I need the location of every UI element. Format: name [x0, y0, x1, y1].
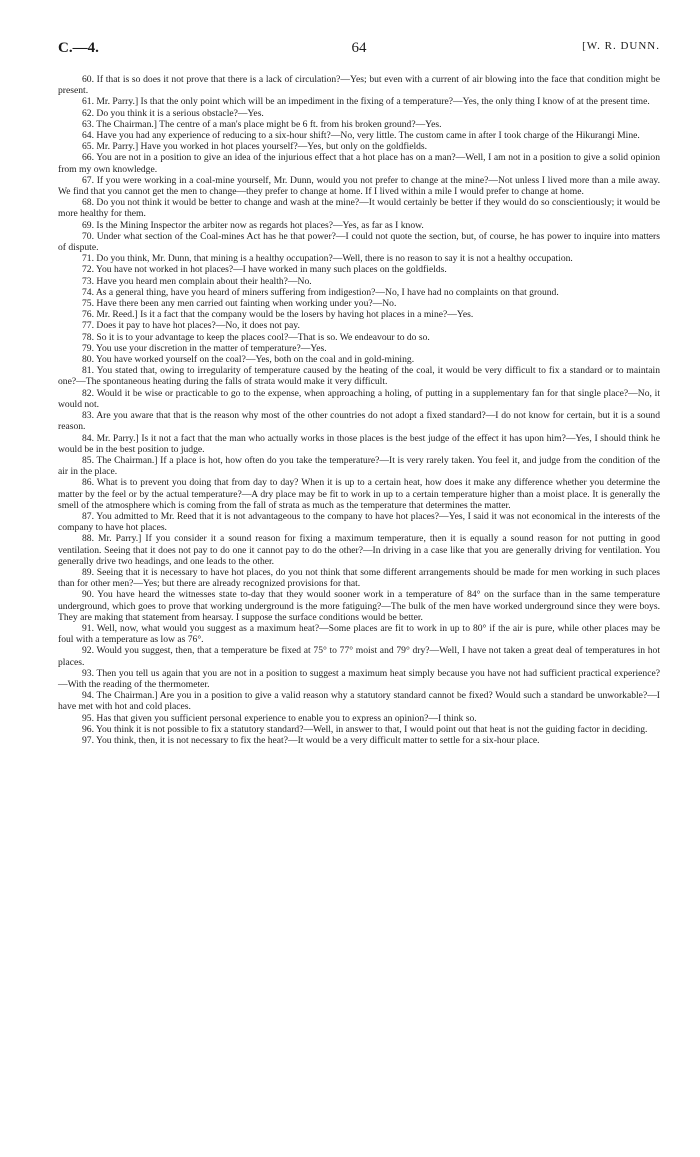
testimony-paragraph: 67. If you were working in a coal-mine yourself, Mr. Dunn, would you not prefer to change at the mine?—Not unless I lived more than a mile away. We find that you cannot get the men to change—they prefer to change at home. If I lived within a mile I would prefer to change at home.: [58, 174, 660, 198]
testimony-paragraph: 84. Mr. Parry.] Is it not a fact that the man who actually works in those places is the best judge of the effect it has upon him?—Yes, I should think he would be in the best position to judge.: [58, 432, 660, 455]
testimony-paragraph: 89. Seeing that it is necessary to have hot places, do you not think that some different arrangements should be made for men working in such places than for other men?—Yes; but there are already recognized provisions for that.: [58, 566, 660, 590]
testimony-body: [58, 74, 660, 746]
testimony-paragraph: 79. You use your discretion in the matter of temperature?—Yes.: [82, 342, 327, 354]
testimony-paragraph: 81. You stated that, owing to irregularity of temperature caused by the heating of the coal, it would be very difficult to fix a standard or to maintain one?—The spontaneous heating during the falls of strata would make it very difficult.: [58, 365, 660, 388]
testimony-paragraph: 74. As a general thing, have you heard of miners suffering from indigestion?—No, I have had no complaints on that ground.: [82, 286, 559, 298]
page-number: 64: [351, 40, 367, 56]
testimony-paragraph: 73. Have you heard men complain about their health?—No.: [82, 275, 312, 287]
testimony-paragraph: 69. Is the Mining Inspector the arbiter now as regards hot places?—Yes, as far as I know.: [82, 219, 424, 231]
testimony-paragraph: 68. Do you not think it would be better to change and wash at the mine?—It would certainly be better if they would do so conscientiously; it would be more healthy for them.: [58, 197, 660, 220]
testimony-paragraph: 60. If that is so does it not prove that there is a lack of circulation?—Yes; but even with a current of air blowing into the face that condition might be present.: [58, 74, 660, 97]
testimony-paragraph: 97. You think, then, it is not necessary to fix the heat?—It would be a very difficult matter to settle for a six-hour place.: [82, 734, 540, 746]
testimony-paragraph: 70. Under what section of the Coal-mines Act has he that power?—I could not quote the section, but, of course, he has power to inquire into matters of dispute.: [58, 230, 660, 254]
testimony-paragraph: 66. You are not in a position to give an idea of the injurious effect that a hot place has on a man?—Well, I am not in a position to give a solid opinion from my own knowledge.: [58, 152, 660, 175]
testimony-paragraph: 85. The Chairman.] If a place is hot, how often do you take the temperature?—It is very rarely taken. You feel it, and judge from the condition of the air in the place.: [58, 454, 660, 478]
testimony-paragraph: 88. Mr. Parry.] If you consider it a sound reason for fixing a maximum temperature, then it is equally a sound reason for not putting in good ventilation. Seeing that it does not pay to do one it cannot pay to do the other?—In driving in a case like that you are generally driving for ventilation. You generally drive two headings, and one leads to the other.: [58, 533, 660, 567]
witness-name: [W. R. DUNN.: [582, 40, 660, 52]
page-header: [58, 40, 660, 66]
document-code: C.—4.: [58, 40, 99, 56]
testimony-paragraph: 80. You have worked yourself on the coal?—Yes, both on the coal and in gold-mining.: [82, 354, 415, 366]
testimony-paragraph: 96. You think it is not possible to fix a statutory standard?—Well, in answer to that, I would point out that heat is not the guiding factor in deciding.: [82, 723, 648, 735]
testimony-paragraph: 82. Would it be wise or practicable to go to the expense, when approaching a holing, of putting in a supplementary fan for that single place?—No, it would not.: [58, 387, 660, 410]
testimony-paragraph: 76. Mr. Reed.] Is it a fact that the company would be the losers by having hot places in a mine?—Yes.: [82, 309, 474, 321]
testimony-paragraph: 86. What is to prevent you doing that from day to day? When it is up to a certain heat, how does it make any difference whether you determine the matter by the feel or by the actual temperature?—A dry place may be fit to work in up to a certain temperature higher than a moist place. It is generally the smell of the atmosphere which is coming from the fall of strata as much as the temperature that determines the matter.: [58, 477, 660, 511]
testimony-paragraph: 65. Mr. Parry.] Have you worked in hot places yourself?—Yes, but only on the goldfields.: [82, 141, 428, 153]
testimony-paragraph: 63. The Chairman.] The centre of a man's place might be 6 ft. from his broken ground?—Yes.: [82, 118, 442, 130]
testimony-paragraph: 64. Have you had any experience of reducing to a six-hour shift?—No, very little. The custom came in after I took charge of the Hikurangi Mine.: [82, 130, 640, 142]
testimony-paragraph: 94. The Chairman.] Are you in a position to give a valid reason why a statutory standard cannot be fixed? Would such a standard be unworkable?—I have met with hot and cold places.: [58, 690, 660, 713]
testimony-paragraph: 87. You admitted to Mr. Reed that it is not advantageous to the company to have hot places?—Yes, I said it was not economical in the interests of the company to have hot places.: [58, 510, 660, 534]
testimony-paragraph: 92. Would you suggest, then, that a temperature be fixed at 75° to 77° moist and 79° dry?—Well, I have not taken a great deal of temperatures in hot places.: [58, 645, 660, 668]
testimony-paragraph: 90. You have heard the witnesses state to-day that they would sooner work in a temperature of 84° on the surface than in the same temperature underground, which goes to prove that working underground is the more fatiguing?—The bulk of the men have worked underground since they were boys. They are making that statement from hearsay. I suppose the surface conditions would be better.: [58, 589, 660, 623]
testimony-paragraph: 72. You have not worked in hot places?—I have worked in many such places on the goldfields.: [82, 264, 447, 276]
testimony-paragraph: 71. Do you think, Mr. Dunn, that mining is a healthy occupation?—Well, there is no reason to say it is not a healthy occupation.: [82, 253, 573, 265]
testimony-paragraph: 95. Has that given you sufficient personal experience to enable you to express an opinion?—I think so.: [82, 712, 477, 724]
testimony-paragraph: 83. Are you aware that that is the reason why most of the other countries do not adopt a fixed standard?—I do not know for certain, but it is a sound reason.: [58, 410, 660, 433]
testimony-paragraph: 61. Mr. Parry.] Is that the only point which will be an impediment in the fixing of a temperature?—Yes, the only thing I know of at the present time.: [82, 96, 650, 108]
testimony-paragraph: 75. Have there been any men carried out fainting when working under you?—No.: [82, 298, 397, 310]
testimony-paragraph: 93. Then you tell us again that you are not in a position to suggest a maximum heat simply because you have not had sufficient practical experience?—With the reading of the thermometer.: [58, 667, 660, 690]
testimony-paragraph: 91. Well, now, what would you suggest as a maximum heat?—Some places are fit to work in up to 80° if the air is pure, while other places may be foul with a temperature as low as 76°.: [58, 622, 660, 646]
testimony-paragraph: 62. Do you think it is a serious obstacle?—Yes.: [82, 107, 264, 119]
testimony-paragraph: 77. Does it pay to have hot places?—No, it does not pay.: [82, 320, 300, 332]
testimony-paragraph: 78. So it is to your advantage to keep the places cool?—That is so. We endeavour to do so.: [82, 331, 430, 343]
